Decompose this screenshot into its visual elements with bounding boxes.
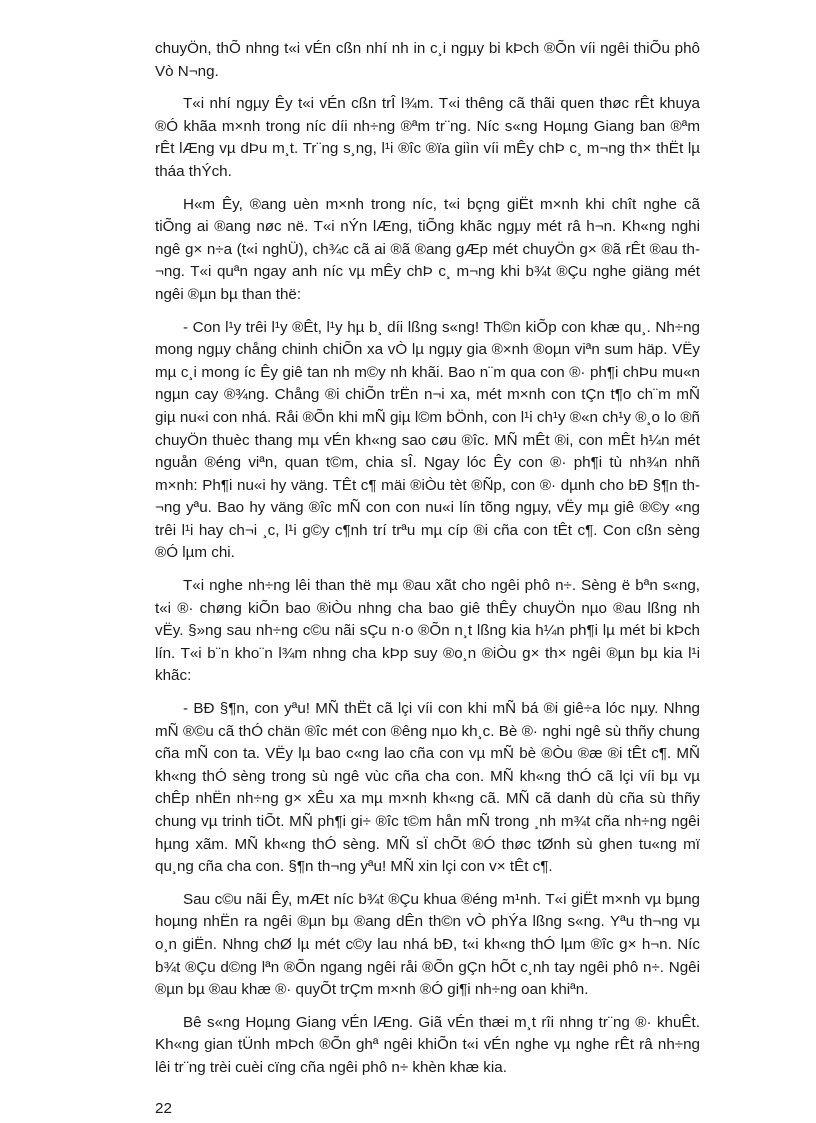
page-body	[155, 38, 700, 1090]
paragraph-2: T«i nhí ngµy Êy t«i vÉn cßn trÎ l¾m. T«i thêng cã thãi quen thøc rÊt khuya ®Ó khãa m×nh trong níc díi nh÷ng ®ªm tr¨ng. Níc s«ng Hoµng Giang ban ®ªm rÊt lÆng vµ dÞu m¸t. Tr¨ng s¸ng, l¹i ®îc ®ïa giìn víi mÊy chÞ c¸ m¬ng th× thËt lµ tháa thÝch.	[155, 95, 700, 180]
paragraph-1: chuyÖn, thÕ nhng t«i vÉn cßn nhí nh in c¸i ngµy bi kÞch ®Õn víi ngêi thiÕu phô Vò N¬ng.	[155, 40, 700, 80]
paragraph-3: H«m Êy, ®ang uèn m×nh trong níc, t«i bçng giËt m×nh khi chît nghe cã tiÕng ai ®ang nøc në. T«i nÝn lÆng, tiÕng khãc ngµy mét râ h¬n. Kh«ng nghi ngê g× n÷a (t«i nghÜ), ch¾c cã ai ®ã ®ang gÆp mét chuyÖn g× ®ã rÊt ®au th¬ng. T«i quªn ngay anh níc vµ mÊy chÞ c¸ m¬ng khi b¾t ®Çu nghe giäng mét ngêi ®µn bµ than thë:	[155, 195, 700, 303]
paragraph-8: Bê s«ng Hoµng Giang vÉn lÆng. Giã vÉn thæi m¸t rîi nhng tr¨ng ®· khuÊt. Kh«ng gian tÜnh mÞch ®Õn ghª ngêi khiÕn t«i vÉn nghe vµ nghe rÊt râ nh÷ng lêi tr¨ng trèi cuèi cïng cña ngêi phô n÷ khèn khæ kia.	[155, 1013, 700, 1076]
paragraph-6: - BÐ §¶n, con yªu! MÑ thËt cã lçi víi con khi mÑ bá ®i giê÷a lóc nµy. Nhng mÑ ®©u cã thÓ chän ®îc mét con ®êng nµo kh¸c. Bè ®· nghi ngê sù thñy chung cña mÑ con ta. VËy lµ bao c«ng lao cña con vµ mÑ bè ®Òu ®æ ®i tÊt c¶. MÑ kh«ng thÓ sèng trong sù ngê vùc cña cha con. MÑ kh«ng thÓ cã lçi víi bµ vµ chÊp nhËn nh÷ng g× xÊu xa mµ m×nh kh«ng cã. MÑ cã danh dù cña sù thñy chung vµ trinh tiÕt. MÑ ph¶i gi÷ ®îc t©m hån mÑ trong ¸nh m¾t cña nh÷ng ngêi hµng xãm. MÑ kh«ng thÓ sèng. MÑ sÏ chÕt ®Ó thøc tØnh sù ghen tu«ng mï qu¸ng cña cha con. §¶n th¬ng yªu! MÑ xin lçi con v× tÊt c¶.	[155, 700, 700, 876]
paragraph-4: - Con l¹y trêi l¹y ®Êt, l¹y hµ b¸ díi lßng s«ng! Th©n kiÕp con khæ qu¸. Nh÷ng mong ngµy chång chinh chiÕn xa vÒ lµ ngµy gia ®×nh ®oµn viªn sum häp. VËy mµ c¸i mong íc Êy giê tan nh m©y nh khãi. Bao n¨m qua con ®· ph¶i chÞu mu«n ngµn cay ®¾ng. Chång ®i chiÕn trËn n¬i xa, mét m×nh con tÇn t¶o ch¨m mÑ giµ nu«i con nhá. Råi ®Õn khi mÑ giµ l©m bÖnh, con l¹i ch¹y ®«n ch¹y ®¸o lo ®ñ chuyÖn thuèc thang mµ vÉn kh«ng sao cøu ®îc. MÑ mÊt ®i, con mÊt h¼n mét nguån ®éng viªn, quan t©m, chia sÎ. Ngay lóc Êy con ®· ph¶i tù nh¾n nhñ m×nh: Ph¶i nu«i hy väng. TÊt c¶ mäi ®iÒu tèt ®Ñp, con ®· dµnh cho bÐ §¶n th¬ng yªu. Bao hy väng ®îc mÑ con con nu«i lín tõng ngµy, vËy mµ giê ®©y «ng trêi l¹i hay ch¬i ¸c, l¹i g©y c¶nh trí trªu mµ cíp ®i cña con tÊt c¶. Con cßn sèng ®Ó lµm chi.	[155, 318, 700, 562]
page-number: 22	[155, 1100, 172, 1117]
paragraph-5: T«i nghe nh÷ng lêi than thë mµ ®au xãt cho ngêi phô n÷. Sèng ë bªn s«ng, t«i ®· chøng kiÕn bao ®iÒu nhng cha bao giê thÊy chuyÖn nµo ®au lßng nh vËy. §»ng sau nh÷ng c©u nãi sÇu n·o ®Õn n¸t lßng kia h¼n ph¶i lµ mét bi kÞch lín. T«i b¨n kho¨n l¾m nhng cha kÞp suy ®o¸n ®iÒu g× th× ngêi ®µn bµ kia l¹i khãc:	[155, 577, 700, 685]
paragraph-7: Sau c©u nãi Êy, mÆt níc b¾t ®Çu khua ®éng m¹nh. T«i giËt m×nh vµ bµng hoµng nhËn ra ngêi ®µn bµ ®ang dÊn th©n vÒ phÝa lßng s«ng. Yªu th¬ng vµ o¸n giËn. Nhng chØ lµ mét c©y lau nhá bÐ, t«i kh«ng thÓ lµm ®îc g× h¬n. Níc b¾t ®Çu d©ng lªn ®Õn ngang ngêi råi ®Õn gÇn hÕt c¸nh tay ngêi phô n÷. Ngêi ®µn bµ ®au khæ ®· quyÕt trÇm m×nh ®Ó gi¶i nh÷ng oan khiªn.	[155, 890, 700, 999]
